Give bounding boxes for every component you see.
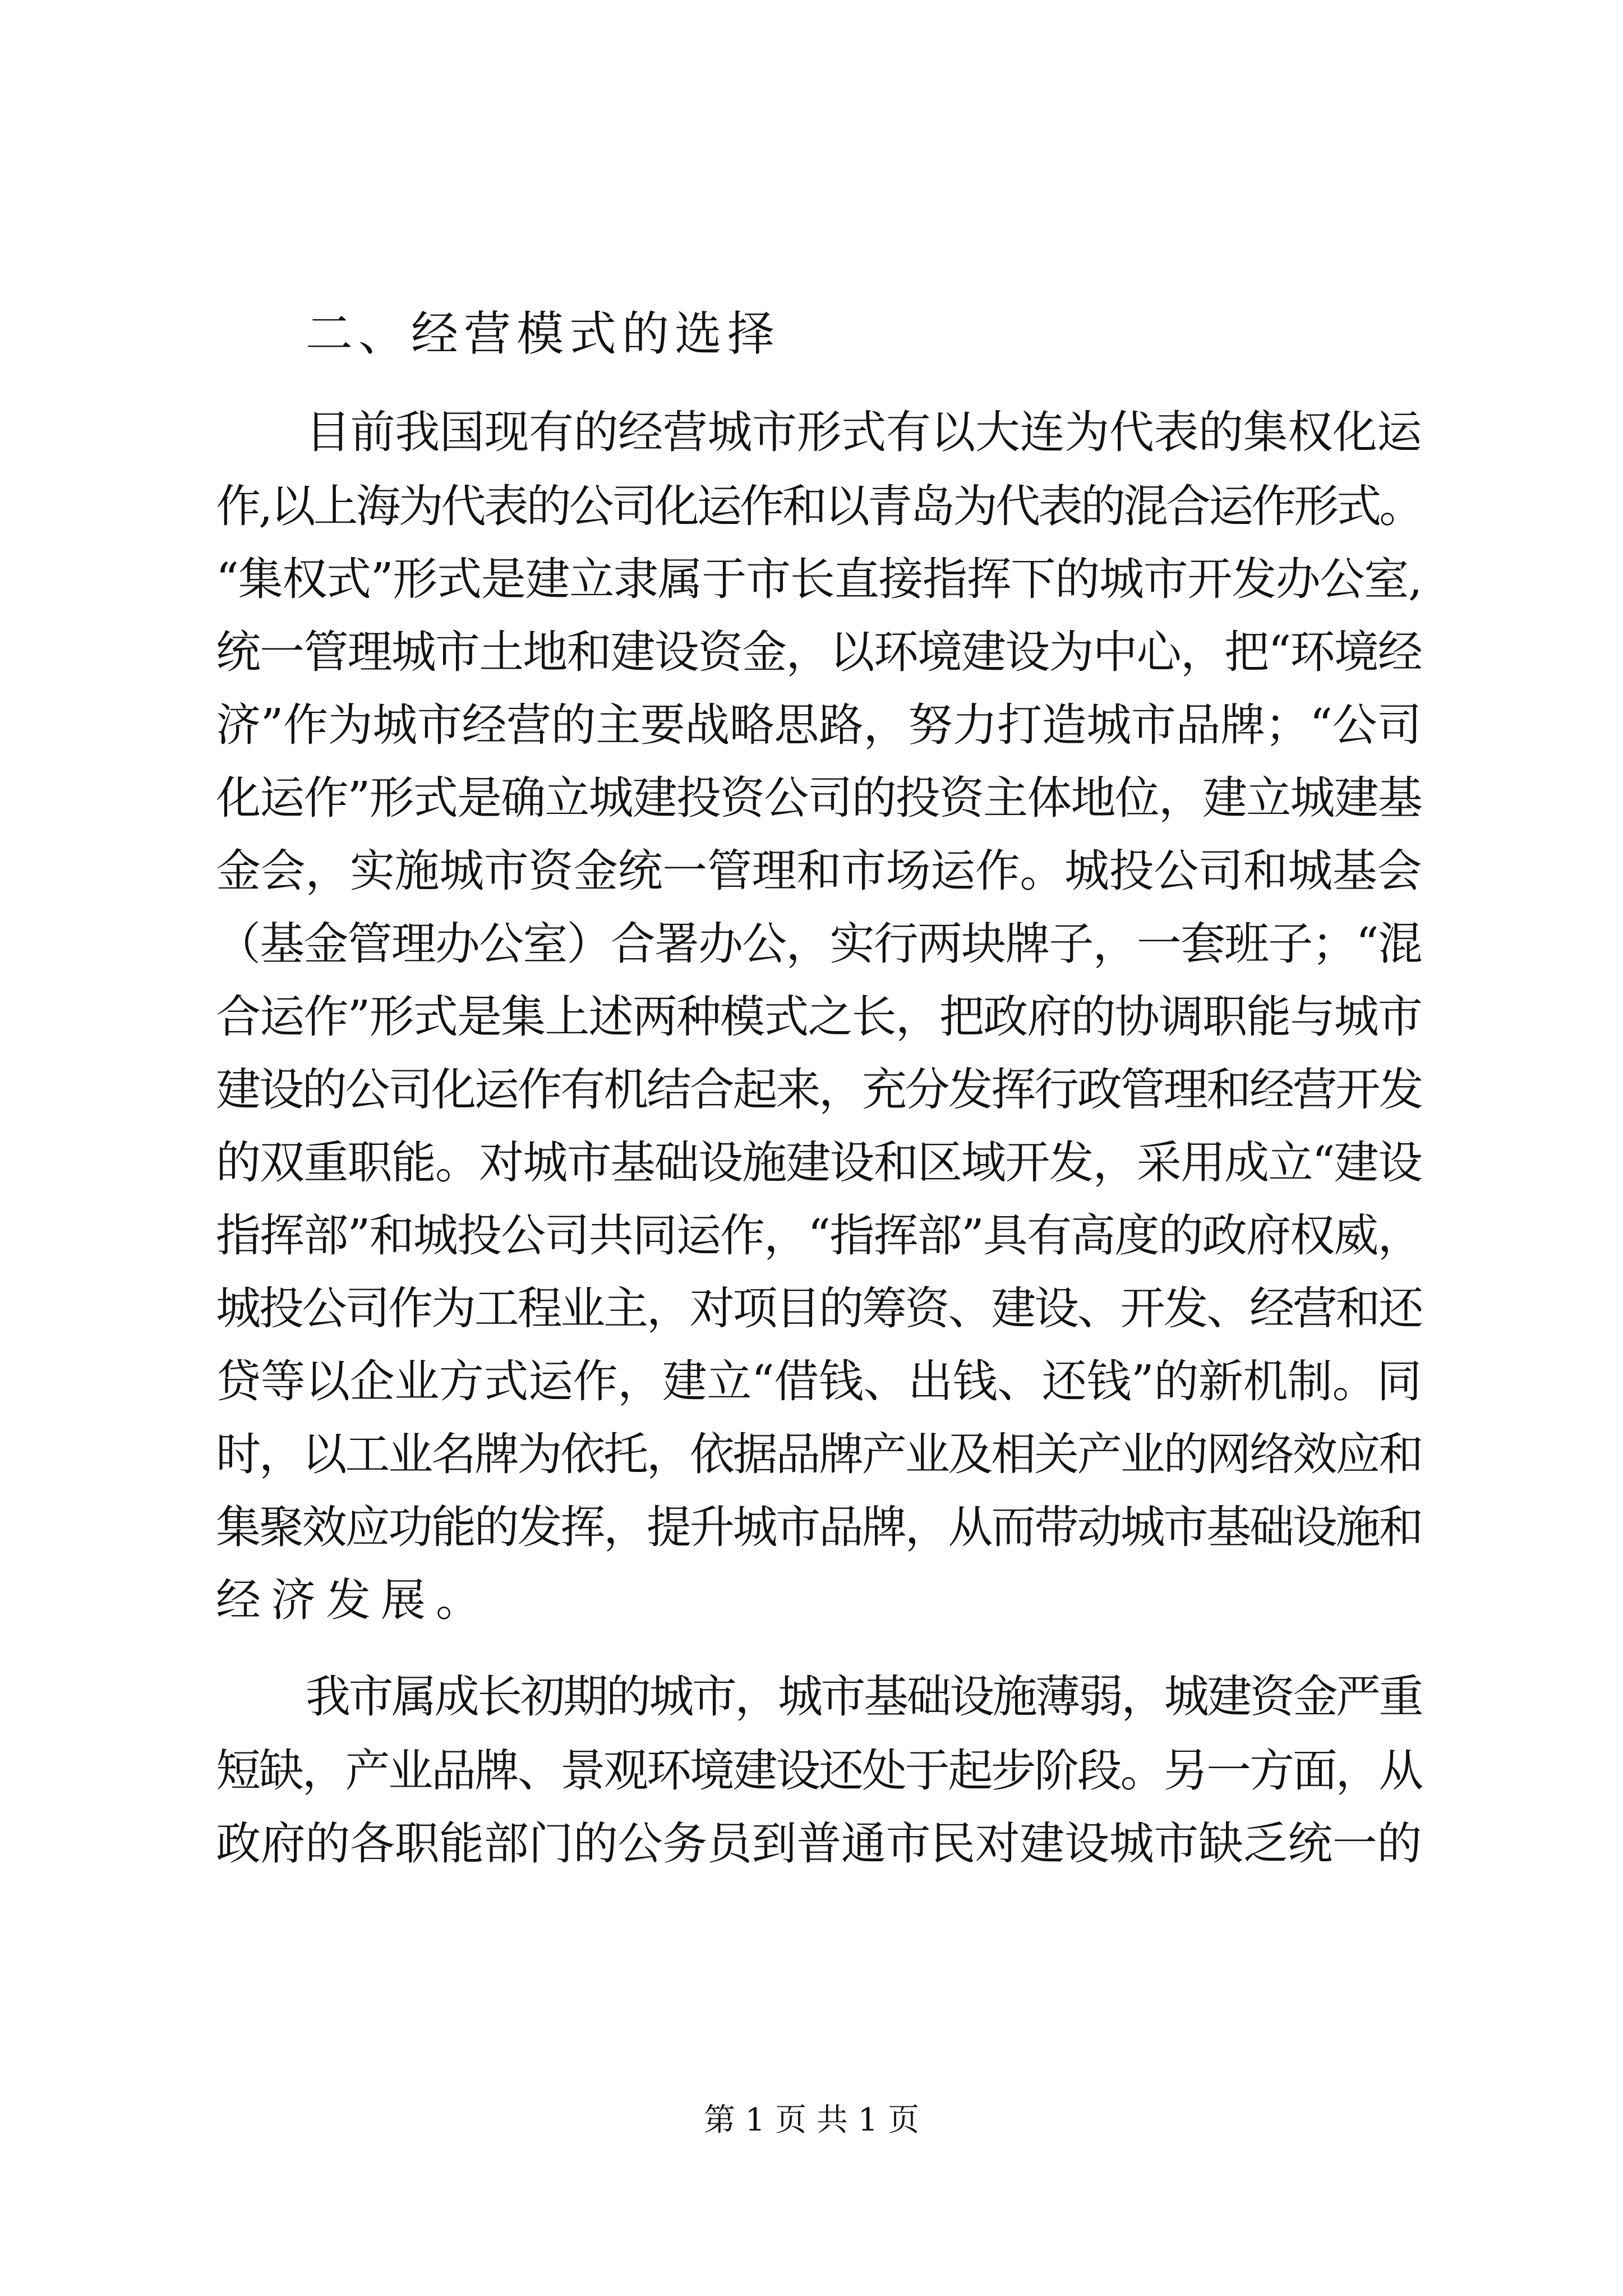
paragraph-line: 建设的公司化运作有机结合起来，充分发挥行政管理和经营开发: [216, 1064, 1422, 1116]
paragraph-line: 集聚效应功能的发挥，提升城市品牌，从而带动城市基础设施和: [216, 1501, 1422, 1553]
paragraph-line: 我市属成长初期的城市，城市基础设施薄弱，城建资金严重: [306, 1671, 1422, 1723]
paragraph-line: “集权式”形式是建立隶属于市长直接指挥下的城市开发办公室,: [216, 553, 1422, 605]
paragraph-line: 济”作为城市经营的主要战略思路，努力打造城市品牌；“公司: [216, 699, 1422, 751]
paragraph-line: （基金管理办公室）合署办公，实行两块牌子，一套班子；“混: [216, 918, 1422, 970]
paragraph-line: 指挥部”和城投公司共同运作，“指挥部”具有高度的政府权威，: [216, 1209, 1422, 1262]
paragraph-line: 合运作”形式是集上述两种模式之长，把政府的协调职能与城市: [216, 991, 1422, 1043]
paragraph-line: 时，以工业名牌为依托，依据品牌产业及相关产业的网络效应和: [216, 1428, 1422, 1480]
paragraph-line: 贷等以企业方式运作，建立“借钱、出钱、还钱”的新机制。同: [216, 1355, 1422, 1407]
paragraph-line: 统一管理城市土地和建设资金，以环境建设为中心，把“环境经: [216, 626, 1422, 678]
paragraph-line: 经济发展。: [216, 1574, 491, 1626]
paragraph-line: 政府的各职能部门的公务员到普通市民对建设城市缺乏统一的: [216, 1818, 1422, 1870]
paragraph-line: 化运作”形式是确立城建投资公司的投资主体地位，建立城建基: [216, 772, 1422, 824]
paragraph-line: 作,以上海为代表的公司化运作和以青岛为代表的混合运作形式。: [216, 480, 1422, 532]
paragraph-line: 目前我国现有的经营城市形式有以大连为代表的集权化运: [306, 406, 1422, 458]
page-footer: 第 1 页 共 1 页: [703, 2102, 920, 2138]
paragraph-line: 的双重职能。对城市基础设施建设和区域开发，采用成立“建设: [216, 1137, 1422, 1189]
paragraph-line: 金会，实施城市资金统一管理和市场运作。城投公司和城基会: [216, 845, 1422, 897]
section-heading: 二、经营模式的选择: [306, 306, 781, 361]
paragraph-line: 短缺，产业品牌、景观环境建设还处于起步阶段。另一方面，从: [216, 1745, 1422, 1797]
paragraph-line: 城投公司作为工程业主，对项目的筹资、建设、开发、经营和还: [216, 1282, 1422, 1335]
